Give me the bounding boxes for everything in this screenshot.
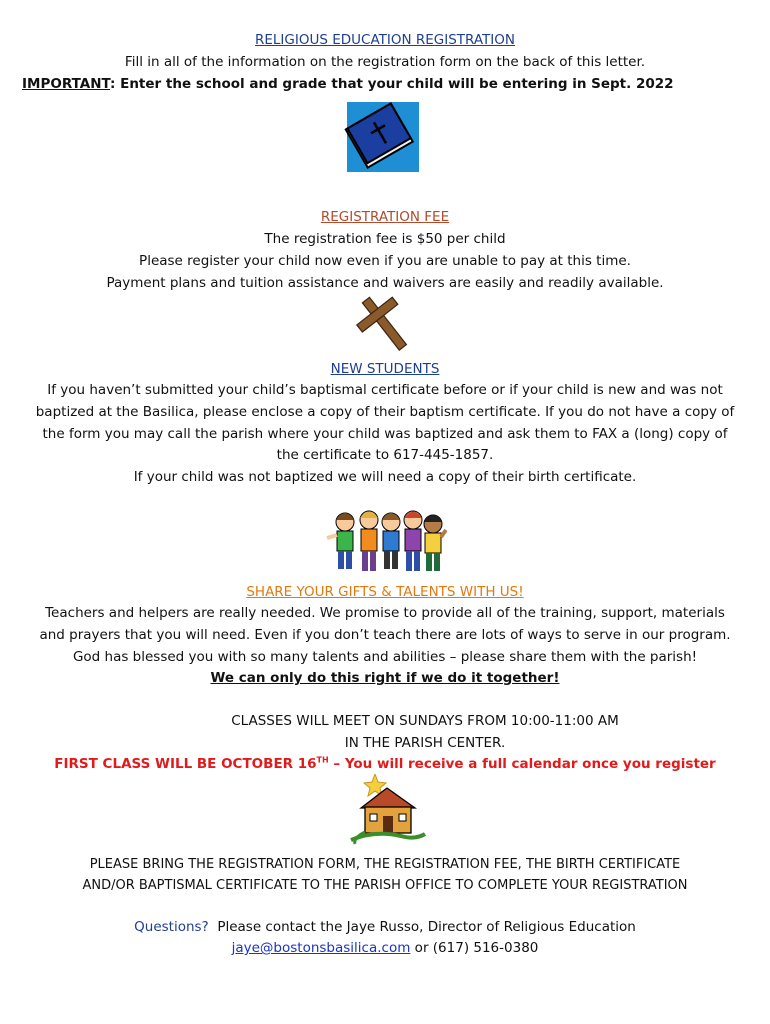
first-class-note — [0, 755, 770, 773]
church-icon — [345, 774, 429, 846]
bible-icon — [343, 98, 423, 176]
fee-line-3: Payment plans and tuition assistance and waivers are easily and readily available. — [106, 275, 664, 291]
instructions-line: Fill in all of the information on the registration form on the back of this letter. — [124, 54, 646, 70]
page-title: RELIGIOUS EDUCATION REGISTRATION — [254, 32, 516, 48]
new-students-line-2: baptized at the Basilica, please enclose a copy of their baptism certificate. If you do not have a copy of — [35, 404, 735, 420]
share-line-1: Teachers and helpers are really needed. We promise to provide all of the training, support, materials — [45, 605, 725, 621]
questions-label: Questions? — [134, 919, 209, 935]
fee-line-1: The registration fee is $50 per child — [264, 231, 506, 247]
contact-line — [0, 918, 770, 936]
new-students-line-5: If your child was not baptized we will need a copy of their birth certificate. — [133, 469, 637, 485]
share-line-2: and prayers that you will need. Even if you don’t teach there are lots of ways to serve in our program. — [39, 627, 731, 643]
email-link[interactable]: jaye@bostonsbasilica.com — [231, 940, 411, 956]
new-students-title: NEW STUDENTS — [330, 361, 440, 377]
new-students-line-1: If you haven’t submitted your child’s baptismal certificate before or if your child is new and was not — [47, 382, 723, 398]
phone-text: or (617) 516-0380 — [410, 940, 539, 956]
cross-icon — [354, 292, 414, 356]
new-students-line-4: the certificate to 617-445-1857. — [276, 447, 494, 463]
first-class-rest: – You will receive a full calendar once you register — [328, 756, 716, 772]
bring-line-2: AND/OR BAPTISMAL CERTIFICATE TO THE PARISH OFFICE TO COMPLETE YOUR REGISTRATION — [82, 878, 688, 893]
important-note — [22, 75, 762, 93]
classes-line-1: CLASSES WILL MEET ON SUNDAYS FROM 10:00-11:00 AM — [231, 713, 619, 729]
fee-title: REGISTRATION FEE — [320, 209, 450, 225]
children-icon — [325, 508, 447, 578]
important-text: : Enter the school and grade that your child will be entering in Sept. 2022 — [110, 76, 674, 92]
share-title: SHARE YOUR GIFTS & TALENTS WITH US! — [246, 584, 524, 600]
first-class-sup: TH — [316, 755, 329, 765]
share-line-3: God has blessed you with so many talents and abilities – please share them with the parish! — [72, 649, 698, 665]
bring-line-1: PLEASE BRING THE REGISTRATION FORM, THE REGISTRATION FEE, THE BIRTH CERTIFICATE — [89, 857, 681, 872]
share-line-4: We can only do this right if we do it together! — [210, 670, 560, 686]
fee-line-2: Please register your child now even if you are unable to pay at this time. — [139, 253, 631, 269]
new-students-line-3: the form you may call the parish where your child was baptized and ask them to FAX a (long) copy of — [42, 426, 728, 442]
important-label: IMPORTANT — [22, 76, 110, 92]
classes-line-2: IN THE PARISH CENTER. — [344, 735, 506, 751]
contact-text: Please contact the Jaye Russo, Director of Religious Education — [217, 919, 636, 935]
contact-email-line — [0, 939, 770, 957]
first-class-date: FIRST CLASS WILL BE OCTOBER 16 — [54, 756, 317, 772]
